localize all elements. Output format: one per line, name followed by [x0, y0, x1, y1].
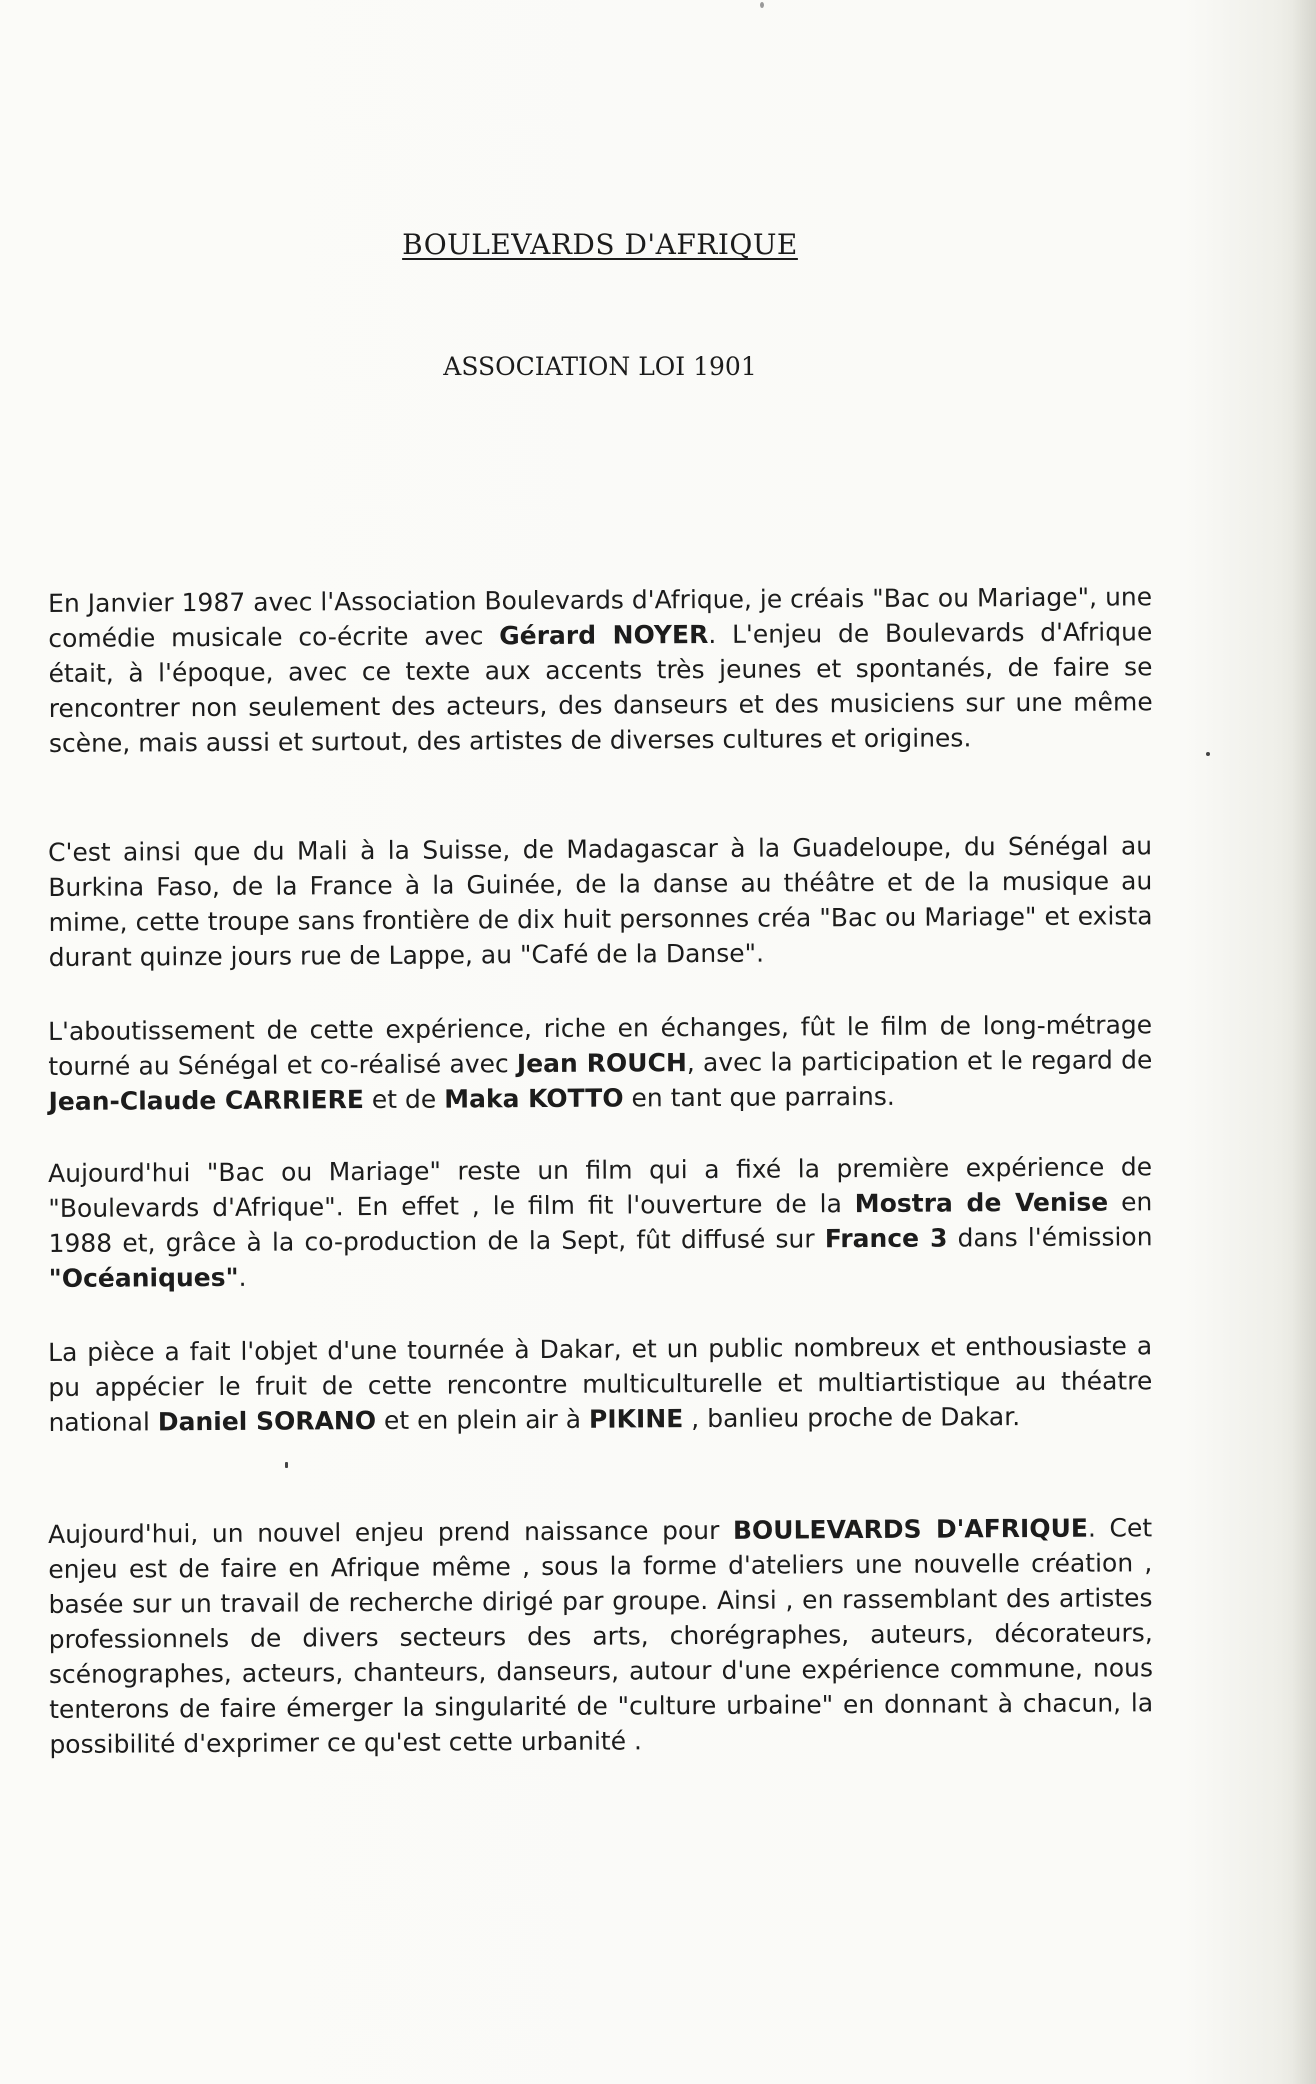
paragraph-5	[48, 1328, 1153, 1440]
speck-mark	[1206, 752, 1210, 756]
speck-mark	[760, 2, 764, 8]
paragraph-3	[48, 1007, 1153, 1119]
paragraph-4-text-2: en 1988 et, grâce à la co-production de la Sept, fût diffusé sur	[48, 1187, 1153, 1258]
paragraph-6-boulevards: BOULEVARDS D'AFRIQUE	[732, 1513, 1089, 1545]
paragraph-1-text-1: En Janvier 1987 avec l'Association Boulevards d'Afrique, je créais "Bac ou Mariage", une comédie musicale co-écrite avec	[48, 582, 1153, 653]
document-title: BOULEVARDS D'AFRIQUE	[402, 228, 798, 261]
paragraph-3-text-2: , avec la participation et le regard de	[686, 1045, 1153, 1078]
paragraph-2-text-1: C'est ainsi que du Mali à la Suisse, de Madagascar à la Guadeloupe, du Sénégal au Burkina Faso, de la France à la Guinée, de la danse au théâtre et de la musique au mime, cette troupe sans frontière de dix huit personnes créa "Bac ou Mariage" et exista durant quinze jours rue de Lappe, au "Café de la Danse".	[48, 831, 1153, 972]
paragraph-3-text-3: et de	[363, 1084, 445, 1115]
paragraph-3-name-kotto: Maka KOTTO	[444, 1083, 624, 1114]
paragraph-6-text-2: . Cet enjeu est de faire en Afrique même , sous la forme d'ateliers une nouvelle création , basée sur un travail de recherche dirigé par groupe. Ainsi , en rassemblant des artistes professionnels de divers secteurs des arts, chorégraphes, auteurs, décorateurs, scénographes, acteurs, chanteurs, danseurs, autour d'une expérience commune, nous tenterons de faire émerger la singularité de "culture urbaine" en donnant à chacun, la possibilité d'exprimer ce qu'est cette urbanité .	[48, 1513, 1154, 1759]
paragraph-5-pikine: PIKINE	[588, 1404, 684, 1434]
paragraph-4-mostra: Mostra de Venise	[854, 1187, 1109, 1219]
paragraph-5-text-1: La pièce a fait l'objet d'une tournée à Dakar, et un public nombreux et enthousiaste a pu appécier le fruit de cette rencontre multiculturelle et multiartistique au théatre national	[48, 1331, 1153, 1437]
paragraph-4-oceaniques: "Océaniques"	[48, 1262, 239, 1293]
paragraph-5-text-2: et en plein air à	[375, 1404, 590, 1435]
speck-mark	[285, 1462, 288, 1468]
paragraph-5-sorano: Daniel SORANO	[157, 1405, 377, 1437]
paragraph-5-text-3: , banlieu proche de Dakar.	[683, 1402, 1021, 1434]
paragraph-4-text-4: .	[238, 1262, 247, 1292]
paragraph-3-text-4: en tant que parrains.	[623, 1081, 895, 1113]
paragraph-2	[48, 828, 1153, 975]
paragraph-4-text-3: dans l'émission	[947, 1222, 1153, 1253]
paragraph-1	[48, 579, 1153, 761]
paragraph-3-name-rouch: Jean ROUCH	[516, 1048, 687, 1079]
paragraph-3-text-1: L'aboutissement de cette expérience, riche en échanges, fût le film de long-métrage tourné au Sénégal et co-réalisé avec	[48, 1010, 1153, 1081]
document-subtitle: ASSOCIATION LOI 1901	[443, 352, 757, 381]
paragraph-4-text-1: Aujourd'hui "Bac ou Mariage" reste un film qui a fixé la première expérience de "Boulevards d'Afrique". En effet , le film fit l'ouverture de la	[48, 1152, 1153, 1223]
paragraph-1-text-2: . L'enjeu de Boulevards d'Afrique était, à l'époque, avec ce texte aux accents très jeunes et spontanés, de faire se rencontrer non seulement des acteurs, des danseurs et des musiciens sur une même scène, mais aussi et surtout, des artistes de diverses cultures et origines.	[48, 617, 1153, 758]
paragraph-4-france3: France 3	[824, 1223, 948, 1254]
paragraph-4	[48, 1149, 1153, 1296]
paragraph-1-name-noyer: Gérard NOYER	[499, 619, 709, 651]
paragraph-6-text-1: Aujourd'hui, un nouvel enjeu prend naissance pour	[48, 1515, 734, 1549]
paragraph-6	[48, 1510, 1153, 1762]
paragraph-3-name-carriere: Jean-Claude CARRIERE	[48, 1085, 364, 1116]
paper-edge-shadow	[1292, 0, 1316, 2084]
